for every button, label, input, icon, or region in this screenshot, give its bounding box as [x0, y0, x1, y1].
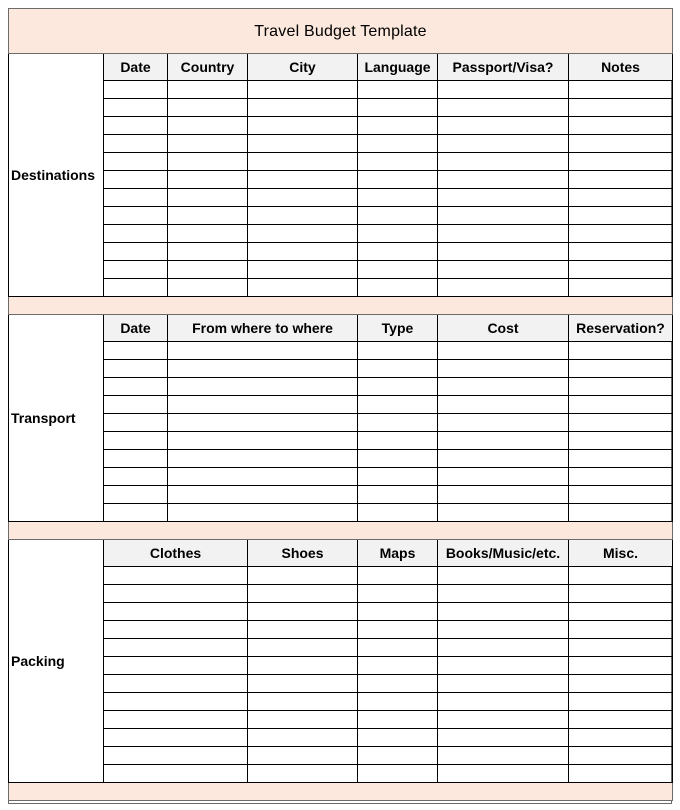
packing-input-cell[interactable] — [438, 765, 569, 783]
destinations-input-cell[interactable] — [569, 153, 673, 171]
transport-input-cell[interactable] — [168, 360, 358, 378]
packing-input-cell[interactable] — [248, 585, 358, 603]
destinations-input-cell[interactable] — [358, 171, 438, 189]
destinations-input-cell[interactable] — [358, 99, 438, 117]
destinations-input-cell[interactable] — [168, 225, 248, 243]
packing-input-cell[interactable] — [358, 657, 438, 675]
destinations-input-cell[interactable] — [358, 261, 438, 279]
packing-input-cell[interactable] — [248, 711, 358, 729]
destinations-input-cell[interactable] — [104, 153, 168, 171]
destinations-input-cell[interactable] — [104, 117, 168, 135]
transport-input-cell[interactable] — [569, 396, 673, 414]
packing-input-cell[interactable] — [104, 693, 248, 711]
destinations-input-cell[interactable] — [104, 279, 168, 297]
destinations-input-cell[interactable] — [168, 189, 248, 207]
destinations-column-header: City — [248, 54, 358, 81]
transport-input-cell[interactable] — [104, 486, 168, 504]
destinations-column-header: Country — [168, 54, 248, 81]
transport-input-cell[interactable] — [358, 342, 438, 360]
destinations-input-cell[interactable] — [248, 135, 358, 153]
packing-input-cell[interactable] — [569, 567, 673, 585]
destinations-input-cell[interactable] — [358, 279, 438, 297]
table-row — [9, 729, 673, 747]
transport-input-cell[interactable] — [168, 378, 358, 396]
destinations-input-cell[interactable] — [569, 261, 673, 279]
grid-body — [9, 9, 673, 801]
packing-input-cell[interactable] — [569, 585, 673, 603]
transport-input-cell[interactable] — [569, 360, 673, 378]
transport-input-cell[interactable] — [168, 342, 358, 360]
transport-input-cell[interactable] — [104, 378, 168, 396]
transport-input-cell[interactable] — [104, 450, 168, 468]
packing-input-cell[interactable] — [569, 765, 673, 783]
destinations-input-cell[interactable] — [104, 261, 168, 279]
destinations-input-cell[interactable] — [438, 99, 569, 117]
packing-input-cell[interactable] — [104, 621, 248, 639]
packing-column-header: Clothes — [104, 540, 248, 567]
destinations-input-cell[interactable] — [248, 81, 358, 99]
transport-input-cell[interactable] — [569, 342, 673, 360]
transport-input-cell[interactable] — [438, 378, 569, 396]
transport-input-cell[interactable] — [168, 450, 358, 468]
transport-input-cell[interactable] — [358, 486, 438, 504]
packing-input-cell[interactable] — [358, 765, 438, 783]
section-divider — [9, 522, 673, 540]
destinations-input-cell[interactable] — [438, 189, 569, 207]
destinations-input-cell[interactable] — [168, 117, 248, 135]
bottom-band-cell — [9, 783, 673, 801]
table-row — [9, 765, 673, 783]
destinations-input-cell[interactable] — [168, 81, 248, 99]
destinations-column-header: Language — [358, 54, 438, 81]
destinations-input-cell[interactable] — [569, 243, 673, 261]
table-row — [9, 99, 673, 117]
packing-input-cell[interactable] — [104, 747, 248, 765]
table-row — [9, 81, 673, 99]
packing-input-cell[interactable] — [358, 603, 438, 621]
packing-input-cell[interactable] — [438, 585, 569, 603]
table-row — [9, 693, 673, 711]
transport-input-cell[interactable] — [438, 450, 569, 468]
transport-column-header: Cost — [438, 315, 569, 342]
packing-input-cell[interactable] — [248, 639, 358, 657]
destinations-input-cell[interactable] — [358, 135, 438, 153]
table-row — [9, 585, 673, 603]
table-row — [9, 432, 673, 450]
destinations-input-cell[interactable] — [569, 117, 673, 135]
packing-input-cell[interactable] — [248, 621, 358, 639]
table-row — [9, 486, 673, 504]
destinations-input-cell[interactable] — [104, 171, 168, 189]
transport-input-cell[interactable] — [438, 504, 569, 522]
transport-input-cell[interactable] — [358, 396, 438, 414]
packing-input-cell[interactable] — [104, 657, 248, 675]
transport-input-cell[interactable] — [569, 486, 673, 504]
table-row — [9, 468, 673, 486]
table-row — [9, 567, 673, 585]
table-row — [9, 225, 673, 243]
transport-input-cell[interactable] — [438, 486, 569, 504]
table-row — [9, 360, 673, 378]
destinations-input-cell[interactable] — [168, 171, 248, 189]
packing-input-cell[interactable] — [248, 729, 358, 747]
packing-input-cell[interactable] — [438, 675, 569, 693]
transport-input-cell[interactable] — [569, 450, 673, 468]
destinations-input-cell[interactable] — [438, 243, 569, 261]
destinations-input-cell[interactable] — [104, 99, 168, 117]
table-row — [9, 675, 673, 693]
destinations-input-cell[interactable] — [569, 171, 673, 189]
destinations-input-cell[interactable] — [358, 117, 438, 135]
transport-input-cell[interactable] — [569, 432, 673, 450]
table-row — [9, 279, 673, 297]
transport-input-cell[interactable] — [438, 396, 569, 414]
transport-input-cell[interactable] — [438, 468, 569, 486]
packing-input-cell[interactable] — [248, 603, 358, 621]
packing-input-cell[interactable] — [438, 729, 569, 747]
packing-input-cell[interactable] — [104, 603, 248, 621]
destinations-input-cell[interactable] — [358, 189, 438, 207]
destinations-input-cell[interactable] — [248, 171, 358, 189]
destinations-input-cell[interactable] — [168, 207, 248, 225]
destinations-input-cell[interactable] — [569, 81, 673, 99]
packing-input-cell[interactable] — [104, 639, 248, 657]
destinations-input-cell[interactable] — [438, 135, 569, 153]
packing-input-cell[interactable] — [569, 657, 673, 675]
packing-input-cell[interactable] — [248, 567, 358, 585]
packing-column-header: Shoes — [248, 540, 358, 567]
packing-column-header: Misc. — [569, 540, 673, 567]
destinations-column-header: Notes — [569, 54, 673, 81]
transport-input-cell[interactable] — [104, 468, 168, 486]
destinations-input-cell[interactable] — [569, 279, 673, 297]
table-row — [9, 711, 673, 729]
transport-input-cell[interactable] — [569, 414, 673, 432]
packing-input-cell[interactable] — [248, 675, 358, 693]
packing-input-cell[interactable] — [438, 747, 569, 765]
transport-column-header: Date — [104, 315, 168, 342]
packing-column-header: Maps — [358, 540, 438, 567]
transport-input-cell[interactable] — [168, 396, 358, 414]
destinations-input-cell[interactable] — [438, 207, 569, 225]
destinations-input-cell[interactable] — [248, 225, 358, 243]
packing-input-cell[interactable] — [569, 711, 673, 729]
transport-input-cell[interactable] — [358, 360, 438, 378]
packing-input-cell[interactable] — [569, 639, 673, 657]
packing-input-cell[interactable] — [104, 567, 248, 585]
table-row — [9, 504, 673, 522]
transport-input-cell[interactable] — [104, 342, 168, 360]
transport-column-header: Type — [358, 315, 438, 342]
destinations-input-cell[interactable] — [248, 117, 358, 135]
destinations-input-cell[interactable] — [248, 207, 358, 225]
packing-input-cell[interactable] — [358, 675, 438, 693]
destinations-input-cell[interactable] — [168, 135, 248, 153]
table-row — [9, 117, 673, 135]
destinations-input-cell[interactable] — [438, 171, 569, 189]
destinations-input-cell[interactable] — [358, 153, 438, 171]
transport-input-cell[interactable] — [438, 342, 569, 360]
destinations-column-header: Passport/Visa? — [438, 54, 569, 81]
destinations-input-cell[interactable] — [248, 189, 358, 207]
packing-input-cell[interactable] — [104, 585, 248, 603]
table-row — [9, 243, 673, 261]
packing-header-row — [9, 540, 673, 567]
table-row — [9, 396, 673, 414]
bottom-band — [9, 783, 673, 801]
transport-input-cell[interactable] — [168, 504, 358, 522]
table-row — [9, 378, 673, 396]
destinations-input-cell[interactable] — [358, 243, 438, 261]
packing-column-header: Books/Music/etc. — [438, 540, 569, 567]
packing-input-cell[interactable] — [104, 729, 248, 747]
packing-input-cell[interactable] — [358, 711, 438, 729]
destinations-input-cell[interactable] — [248, 243, 358, 261]
destinations-input-cell[interactable] — [168, 279, 248, 297]
transport-section-label: Transport — [9, 315, 104, 522]
destinations-input-cell[interactable] — [168, 261, 248, 279]
packing-input-cell[interactable] — [358, 621, 438, 639]
transport-input-cell[interactable] — [569, 504, 673, 522]
packing-input-cell[interactable] — [438, 567, 569, 585]
packing-input-cell[interactable] — [358, 747, 438, 765]
transport-input-cell[interactable] — [358, 504, 438, 522]
destinations-input-cell[interactable] — [569, 99, 673, 117]
table-row — [9, 189, 673, 207]
destinations-input-cell[interactable] — [104, 81, 168, 99]
packing-input-cell[interactable] — [438, 657, 569, 675]
transport-input-cell[interactable] — [358, 450, 438, 468]
transport-input-cell[interactable] — [104, 432, 168, 450]
packing-section-label: Packing — [9, 540, 104, 783]
transport-input-cell[interactable] — [104, 504, 168, 522]
destinations-input-cell[interactable] — [438, 153, 569, 171]
packing-input-cell[interactable] — [569, 693, 673, 711]
packing-input-cell[interactable] — [438, 711, 569, 729]
destinations-input-cell[interactable] — [569, 189, 673, 207]
packing-input-cell[interactable] — [438, 693, 569, 711]
table-row — [9, 747, 673, 765]
transport-input-cell[interactable] — [104, 396, 168, 414]
destinations-input-cell[interactable] — [438, 279, 569, 297]
destinations-input-cell[interactable] — [104, 243, 168, 261]
table-row — [9, 261, 673, 279]
destinations-input-cell[interactable] — [104, 207, 168, 225]
transport-input-cell[interactable] — [168, 486, 358, 504]
transport-input-cell[interactable] — [358, 432, 438, 450]
destinations-column-header: Date — [104, 54, 168, 81]
transport-column-header: From where to where — [168, 315, 358, 342]
destinations-header-row — [9, 54, 673, 81]
table-row — [9, 639, 673, 657]
transport-input-cell[interactable] — [438, 360, 569, 378]
transport-input-cell[interactable] — [104, 414, 168, 432]
destinations-input-cell[interactable] — [438, 81, 569, 99]
section-divider-cell — [9, 522, 673, 540]
destinations-input-cell[interactable] — [168, 153, 248, 171]
transport-input-cell[interactable] — [438, 414, 569, 432]
destinations-input-cell[interactable] — [358, 225, 438, 243]
table-row — [9, 657, 673, 675]
destinations-input-cell[interactable] — [569, 225, 673, 243]
packing-input-cell[interactable] — [358, 567, 438, 585]
packing-input-cell[interactable] — [248, 657, 358, 675]
table-row — [9, 342, 673, 360]
title-row — [9, 9, 673, 54]
table-row — [9, 414, 673, 432]
transport-input-cell[interactable] — [358, 378, 438, 396]
destinations-input-cell[interactable] — [248, 279, 358, 297]
transport-input-cell[interactable] — [569, 468, 673, 486]
table-row — [9, 153, 673, 171]
destinations-input-cell[interactable] — [168, 99, 248, 117]
packing-input-cell[interactable] — [569, 621, 673, 639]
destinations-input-cell[interactable] — [358, 207, 438, 225]
table-row — [9, 207, 673, 225]
packing-input-cell[interactable] — [248, 693, 358, 711]
transport-input-cell[interactable] — [358, 468, 438, 486]
transport-input-cell[interactable] — [358, 414, 438, 432]
packing-input-cell[interactable] — [104, 711, 248, 729]
destinations-input-cell[interactable] — [248, 153, 358, 171]
transport-header-row — [9, 315, 673, 342]
destinations-input-cell[interactable] — [248, 261, 358, 279]
table-row — [9, 135, 673, 153]
packing-input-cell[interactable] — [569, 675, 673, 693]
transport-column-header: Reservation? — [569, 315, 673, 342]
destinations-input-cell[interactable] — [569, 135, 673, 153]
packing-input-cell[interactable] — [104, 675, 248, 693]
transport-input-cell[interactable] — [168, 432, 358, 450]
packing-input-cell[interactable] — [358, 693, 438, 711]
destinations-input-cell[interactable] — [569, 207, 673, 225]
table-row — [9, 621, 673, 639]
destinations-input-cell[interactable] — [438, 225, 569, 243]
table-row — [9, 171, 673, 189]
packing-input-cell[interactable] — [358, 729, 438, 747]
travel-budget-grid — [8, 8, 673, 801]
packing-input-cell[interactable] — [104, 765, 248, 783]
table-row — [9, 450, 673, 468]
packing-input-cell[interactable] — [438, 639, 569, 657]
destinations-input-cell[interactable] — [358, 81, 438, 99]
destinations-input-cell[interactable] — [248, 99, 358, 117]
section-divider — [9, 297, 673, 315]
section-divider-cell — [9, 297, 673, 315]
destinations-input-cell[interactable] — [438, 261, 569, 279]
packing-input-cell[interactable] — [358, 585, 438, 603]
destinations-input-cell[interactable] — [438, 117, 569, 135]
transport-input-cell[interactable] — [168, 468, 358, 486]
transport-input-cell[interactable] — [104, 360, 168, 378]
packing-input-cell[interactable] — [569, 747, 673, 765]
packing-input-cell[interactable] — [569, 603, 673, 621]
transport-input-cell[interactable] — [168, 414, 358, 432]
packing-input-cell[interactable] — [438, 621, 569, 639]
destinations-input-cell[interactable] — [104, 135, 168, 153]
transport-input-cell[interactable] — [569, 378, 673, 396]
table-row — [9, 603, 673, 621]
destinations-input-cell[interactable] — [168, 243, 248, 261]
packing-input-cell[interactable] — [358, 639, 438, 657]
packing-input-cell[interactable] — [569, 729, 673, 747]
packing-input-cell[interactable] — [248, 747, 358, 765]
page-title: Travel Budget Template — [9, 9, 673, 54]
destinations-input-cell[interactable] — [104, 189, 168, 207]
packing-input-cell[interactable] — [438, 603, 569, 621]
destinations-section-label: Destinations — [9, 54, 104, 297]
packing-input-cell[interactable] — [248, 765, 358, 783]
transport-input-cell[interactable] — [438, 432, 569, 450]
destinations-input-cell[interactable] — [104, 225, 168, 243]
